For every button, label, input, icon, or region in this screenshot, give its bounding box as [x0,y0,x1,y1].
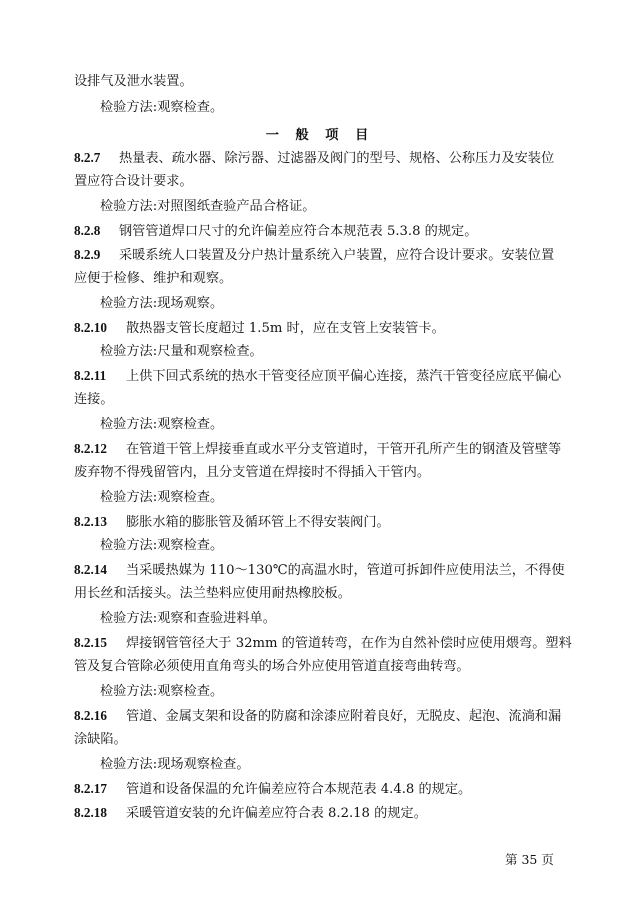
clause-number: 8.2.15 [74,635,107,650]
clause-8-2-13 [74,513,574,532]
inspection-method: 检验方法:观察和查验进料单。 [100,611,276,626]
clause-8-2-14 [74,561,574,580]
clause-text: 采暖系统人口装置及分户热计量系统入户装置，应符合设计要求。安装位置 [119,248,555,263]
inspection-method: 检验方法:尺量和观察检查。 [100,344,263,359]
clause-8-2-15 [74,634,574,653]
text-line: 涂缺陷。 [74,732,127,747]
text-line: 用长丝和活接头。法兰垫料应使用耐热橡胶板。 [74,586,351,601]
clause-text: 当采暖热媒为 110～130℃的高温水时，管道可拆卸件应使用法兰，不得使 [126,563,565,578]
text-line: 废弃物不得残留管内，且分支管道在焊接时不得插入干管内。 [74,465,431,480]
text-line: 管及复合管除必须使用直角弯头的场合外应使用管道直接弯曲转弯。 [74,659,470,674]
clause-8-2-16 [74,707,574,726]
clause-number: 8.2.9 [74,247,101,262]
inspection-method: 检验方法:观察检查。 [100,490,224,505]
inspection-method: 检验方法:现场观察。 [100,296,224,311]
inspection-method: 检验方法:现场观察检查。 [100,757,250,772]
clause-text: 采暖管道安装的允许偏差应符合表 8.2.18 的规定。 [126,806,427,821]
section-heading: 一 般 项 目 [265,128,375,143]
clause-number: 8.2.11 [74,368,107,383]
clause-8-2-9 [74,246,574,265]
clause-text: 钢管管道焊口尺寸的允许偏差应符合本规范表 5.3.8 的规定。 [119,224,478,239]
clause-text: 在管道干管上焊接垂直或水平分支管道时，干管开孔所产生的钢渣及管壁等 [126,442,562,457]
clause-8-2-17 [74,780,574,799]
clause-text: 热量表、疏水器、除污器、过滤器及阀门的型号、规格、公称压力及安装位 [119,151,555,166]
clause-text: 膨胀水箱的膨胀管及循环管上不得安装阀门。 [126,515,390,530]
clause-8-2-10 [74,319,574,338]
text-line: 置应符合设计要求。 [74,174,193,189]
clause-8-2-11 [74,367,574,386]
clause-8-2-7 [74,149,574,168]
clause-number: 8.2.8 [74,223,101,238]
clause-number: 8.2.16 [74,708,107,723]
clause-text: 管道和设备保温的允许偏差应符合本规范表 4.4.8 的规定。 [126,782,472,797]
clause-8-2-18 [74,804,574,823]
inspection-method: 检验方法:对照图纸查验产品合格证。 [100,199,316,214]
clause-number: 8.2.17 [74,781,107,796]
inspection-method: 检验方法:观察检查。 [100,417,224,432]
clause-number: 8.2.18 [74,805,107,820]
text-line: 连接。 [74,392,114,407]
text-line: 应便于检修、维护和观察。 [74,271,233,286]
inspection-method: 检验方法:观察检查。 [100,538,224,553]
clause-text: 散热器支管长度超过 1.5m 时，应在支管上安装管卡。 [126,321,445,336]
inspection-method: 检验方法:观察检查。 [100,684,224,699]
inspection-method: 检验方法:观察检查。 [100,100,224,115]
clause-number: 8.2.10 [74,320,107,335]
clause-number: 8.2.14 [74,562,107,577]
page-number: 第 35 页 [505,852,554,867]
clause-number: 8.2.13 [74,514,107,529]
clause-text: 管道、金属支架和设备的防腐和涂漆应附着良好，无脱皮、起泡、流淌和漏 [126,709,562,724]
clause-number: 8.2.7 [74,150,101,165]
clause-8-2-8 [74,222,574,241]
clause-text: 焊接钢管管径大于 32mm 的管道转弯，在作为自然补偿时应使用煨弯。塑料 [126,636,572,651]
clause-number: 8.2.12 [74,441,107,456]
clause-text: 上供下回式系统的热水干管变径应顶平偏心连接，蒸汽干管变径应底平偏心 [126,369,562,384]
text-line: 设排气及泄水装置。 [74,74,193,89]
clause-8-2-12 [74,440,574,459]
